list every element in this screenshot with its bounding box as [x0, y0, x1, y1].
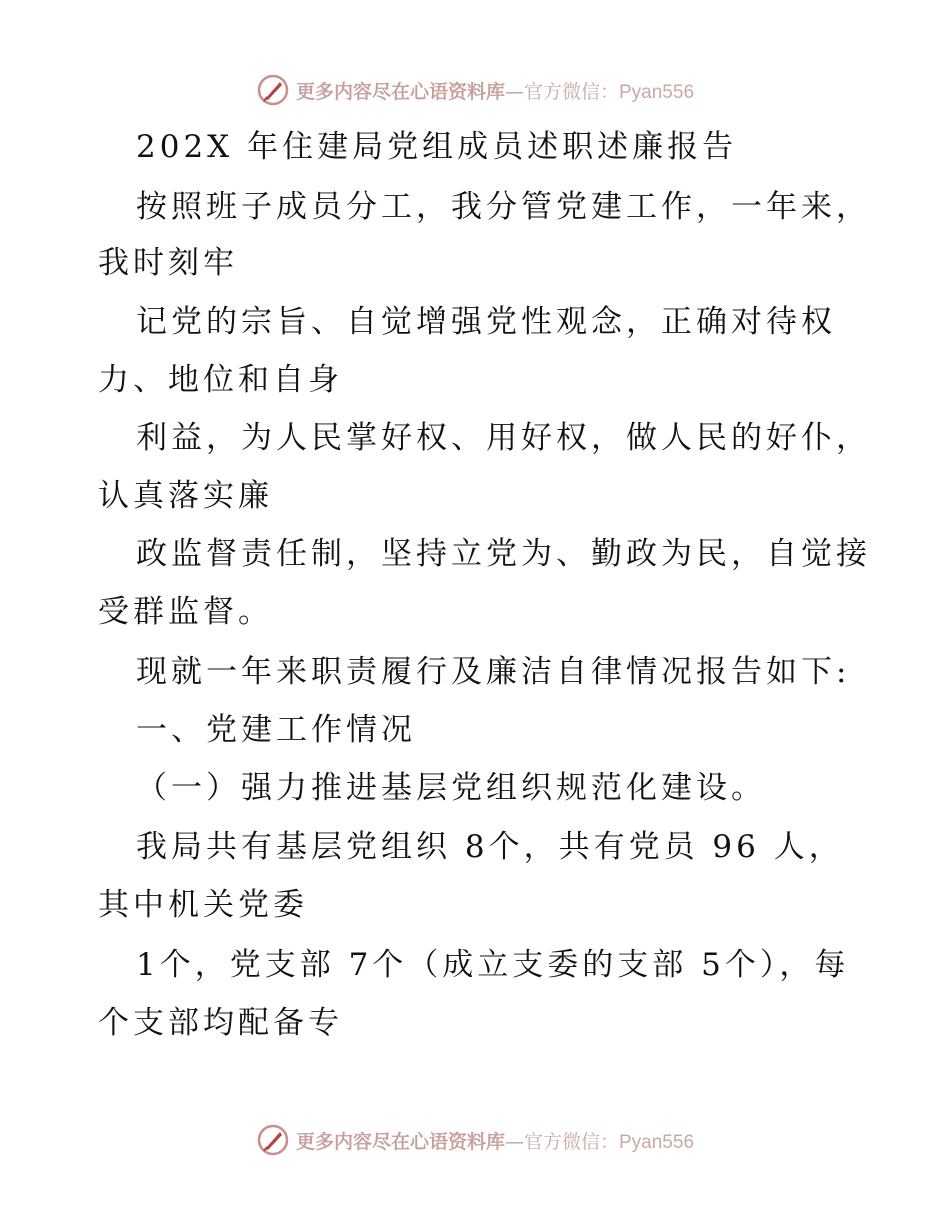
subsection-heading: （一）强力推进基层党组织规范化建设。 [136, 770, 766, 806]
paragraph-line: 政监督责任制，坚持立党为、勤政为民，自觉接 [136, 536, 871, 572]
paragraph-line: 我局共有基层党组织 8个，共有党员 96 人， [136, 829, 844, 865]
paragraph-line: 受群监督。 [98, 594, 273, 630]
quill-logo-icon [256, 73, 290, 107]
watermark-brand: 更多内容尽在心语资料库 [295, 80, 505, 103]
paragraph-line: 个支部均配备专 [98, 1005, 343, 1041]
paragraph-line: 认真落实廉 [98, 478, 273, 514]
watermark-account: Pyan556 [619, 1131, 695, 1153]
paragraph-line: 1个，党支部 7个（成立支委的支部 5个），每 [136, 947, 850, 983]
paragraph-line: 力、地位和自身 [98, 362, 343, 398]
watermark-account: Pyan556 [619, 81, 695, 103]
watermark-official: 官方微信： [523, 1130, 619, 1153]
paragraph-line: 其中机关党委 [98, 887, 308, 923]
paragraph-line: 我时刻牢 [98, 245, 238, 281]
paragraph-line: 按照班子成员分工，我分管党建工作，一年来， [136, 189, 871, 225]
paragraph-line: 利益，为人民掌好权、用好权，做人民的好仆， [136, 420, 871, 456]
watermark-brand: 更多内容尽在心语资料库 [295, 1130, 505, 1153]
section-heading: 一、党建工作情况 [136, 712, 416, 748]
header-watermark [0, 70, 950, 110]
watermark-separator: — [504, 80, 524, 103]
watermark-official: 官方微信： [523, 80, 619, 103]
footer-watermark [0, 1120, 950, 1160]
quill-logo-icon [256, 1123, 290, 1157]
paragraph-line: 现就一年来职责履行及廉洁自律情况报告如下: [136, 654, 851, 690]
watermark-text [296, 77, 694, 104]
watermark-text [296, 1127, 694, 1154]
watermark-separator: — [504, 1130, 524, 1153]
document-title: 202X 年住建局党组成员述职述廉报告 [136, 129, 738, 165]
paragraph-line: 记党的宗旨、自觉增强党性观念，正确对待权 [136, 304, 836, 340]
